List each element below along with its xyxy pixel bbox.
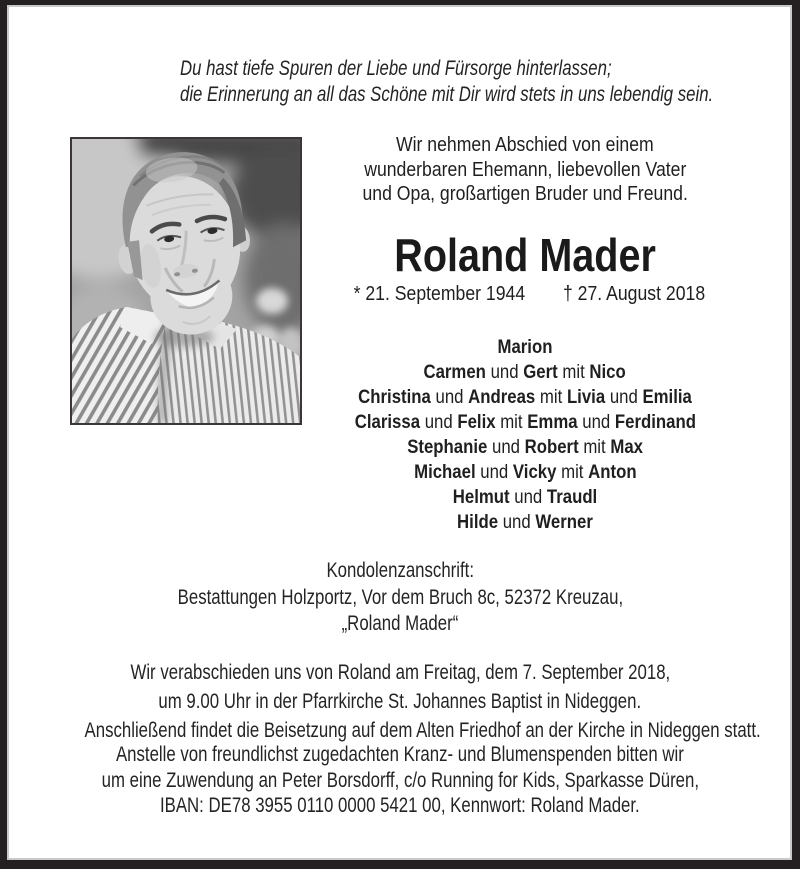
- text-line: die Erinnerung an all das Schöne mit Dir wird stets in uns lebendig sein.: [180, 82, 714, 106]
- text-line: „Roland Mader“: [341, 612, 459, 635]
- mourner-line: Carmen und Gert mit Nico: [423, 361, 627, 384]
- announcement-column: [325, 133, 725, 535]
- donation-request: [0, 742, 800, 819]
- mourner-line: Clarissa und Felix mit Emma und Ferdinand: [354, 411, 696, 434]
- portrait-photo: [70, 137, 302, 425]
- text-line: Anstelle von freundlichst zugedachten Kranz- und Blumenspenden bitten wir: [116, 743, 684, 766]
- frame-top: [0, 0, 800, 5]
- text-line: Wir nehmen Abschied von einem: [396, 133, 654, 156]
- memorial-quote: [180, 55, 800, 107]
- text-line: Anschließend findet die Beisetzung auf dem Alten Friedhof an der Kirche in Nideggen statt.: [84, 719, 761, 742]
- text-line: Bestattungen Holzportz, Vor dem Bruch 8c, 52372 Kreuzau,: [177, 585, 623, 609]
- death-date: † 27. August 2018: [562, 282, 706, 306]
- portrait-photo-image: [72, 139, 300, 423]
- funeral-announcement: [0, 658, 800, 745]
- mourner-line: Christina und Andreas mit Livia und Emilia: [358, 386, 692, 409]
- mourner-line: Stephanie und Robert mit Max: [407, 436, 643, 459]
- life-dates: [325, 283, 725, 305]
- frame-right: [792, 0, 800, 869]
- text-line: um 9.00 Uhr in der Pfarrkirche St. Johannes Baptist in Nideggen.: [158, 690, 642, 713]
- mourner-line: Hilde und Werner: [457, 511, 593, 534]
- text-line: und Opa, großartigen Bruder und Freund.: [362, 182, 688, 206]
- text-line: IBAN: DE78 3955 0110 0000 5421 00, Kennwort: Roland Mader.: [160, 794, 640, 817]
- text-line: Wir verabschieden uns von Roland am Freitag, dem 7. September 2018,: [130, 661, 670, 684]
- mourner-line: Marion: [497, 336, 553, 359]
- mourners-list: [325, 335, 725, 535]
- text-line: um eine Zuwendung an Peter Borsdorff, c/o Running for Kids, Sparkasse Düren,: [101, 768, 699, 792]
- text-line: Kondolenzanschrift:: [326, 559, 474, 582]
- frame-left: [0, 0, 7, 869]
- deceased-name: Roland Mader: [394, 229, 656, 282]
- mourner-line: Michael und Vicky mit Anton: [413, 461, 637, 484]
- condolence-address: [0, 558, 800, 638]
- farewell-text: [325, 133, 725, 207]
- birth-date: * 21. September 1944: [353, 282, 526, 306]
- frame-bottom: [0, 860, 800, 869]
- mourner-line: Helmut und Traudl: [452, 486, 598, 509]
- text-line: Du hast tiefe Spuren der Liebe und Fürsorge hinterlassen;: [180, 56, 612, 80]
- text-line: wunderbaren Ehemann, liebevollen Vater: [363, 157, 687, 181]
